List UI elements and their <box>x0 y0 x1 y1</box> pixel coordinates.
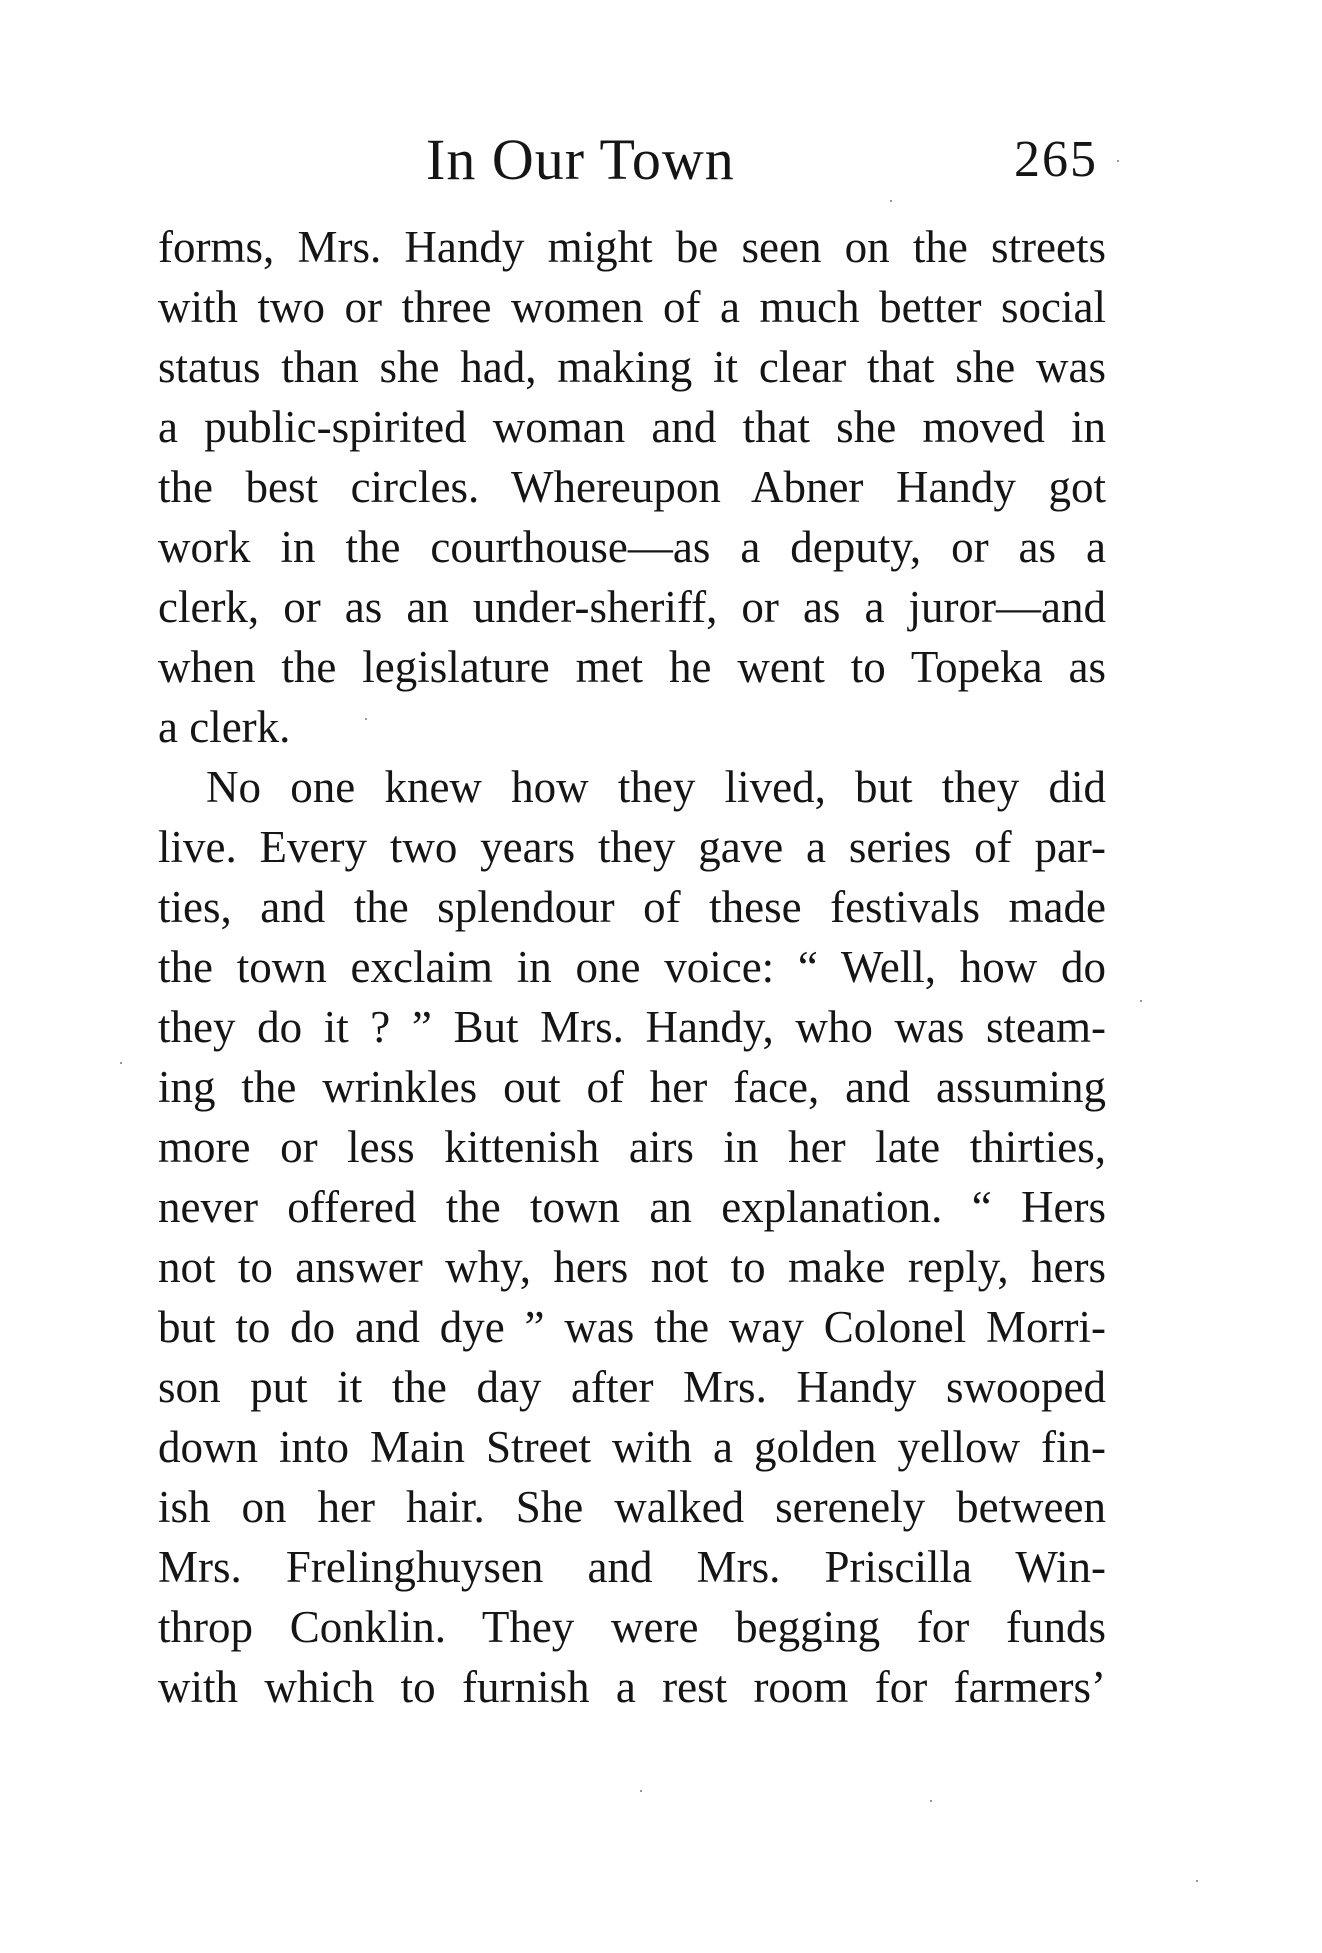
body-text <box>158 217 1106 1717</box>
paragraph <box>158 757 1106 1717</box>
text-line: they do it ? ” But Mrs. Handy, who was steam- <box>158 1002 1106 1052</box>
text-line: the town exclaim in one voice: “ Well, how do <box>158 942 1106 992</box>
text-line: son put it the day after Mrs. Handy swooped <box>158 1362 1106 1412</box>
text-line: status than she had, making it clear that she was <box>158 342 1106 392</box>
text-line: with two or three women of a much better social <box>158 282 1106 332</box>
running-head-title: In Our Town <box>426 127 735 192</box>
speck <box>120 1062 122 1064</box>
text-line: ing the wrinkles out of her face, and assuming <box>158 1062 1106 1112</box>
speck <box>1196 1880 1198 1882</box>
page-number: 265 <box>1014 131 1098 188</box>
speck <box>1140 1000 1142 1002</box>
text-line: clerk, or as an under-sheriff, or as a juror—and <box>158 582 1106 632</box>
text-line: forms, Mrs. Handy might be seen on the streets <box>158 222 1106 272</box>
speck <box>890 200 892 202</box>
running-head <box>0 120 1322 200</box>
speck <box>365 718 367 720</box>
text-line: Mrs. Frelinghuysen and Mrs. Priscilla Win- <box>158 1542 1106 1592</box>
text-line: but to do and dye ” was the way Colonel Morri- <box>158 1302 1106 1352</box>
text-line: live. Every two years they gave a series of par- <box>158 822 1106 872</box>
paragraph <box>158 217 1106 757</box>
text-line: a public-spirited woman and that she moved in <box>158 402 1106 452</box>
text-line: not to answer why, hers not to make reply, hers <box>158 1242 1106 1292</box>
text-line: never offered the town an explanation. “ Hers <box>158 1182 1106 1232</box>
speck <box>930 1800 932 1802</box>
text-line: with which to furnish a rest room for farmers’ <box>158 1662 1106 1712</box>
text-line: the best circles. Whereupon Abner Handy got <box>158 462 1106 512</box>
text-line: throp Conklin. They were begging for funds <box>158 1602 1106 1652</box>
text-line: a clerk. <box>158 702 291 752</box>
text-line: when the legislature met he went to Topeka as <box>158 642 1106 692</box>
speck <box>1117 160 1119 162</box>
text-line: work in the courthouse—as a deputy, or as a <box>158 522 1106 572</box>
text-line: more or less kittenish airs in her late thirties, <box>158 1122 1106 1172</box>
text-line: ish on her hair. She walked serenely between <box>158 1482 1106 1532</box>
speck <box>640 1790 642 1792</box>
text-line: No one knew how they lived, but they did <box>206 762 1106 812</box>
text-line: ties, and the splendour of these festivals made <box>158 882 1106 932</box>
text-line: down into Main Street with a golden yellow fin- <box>158 1422 1106 1472</box>
